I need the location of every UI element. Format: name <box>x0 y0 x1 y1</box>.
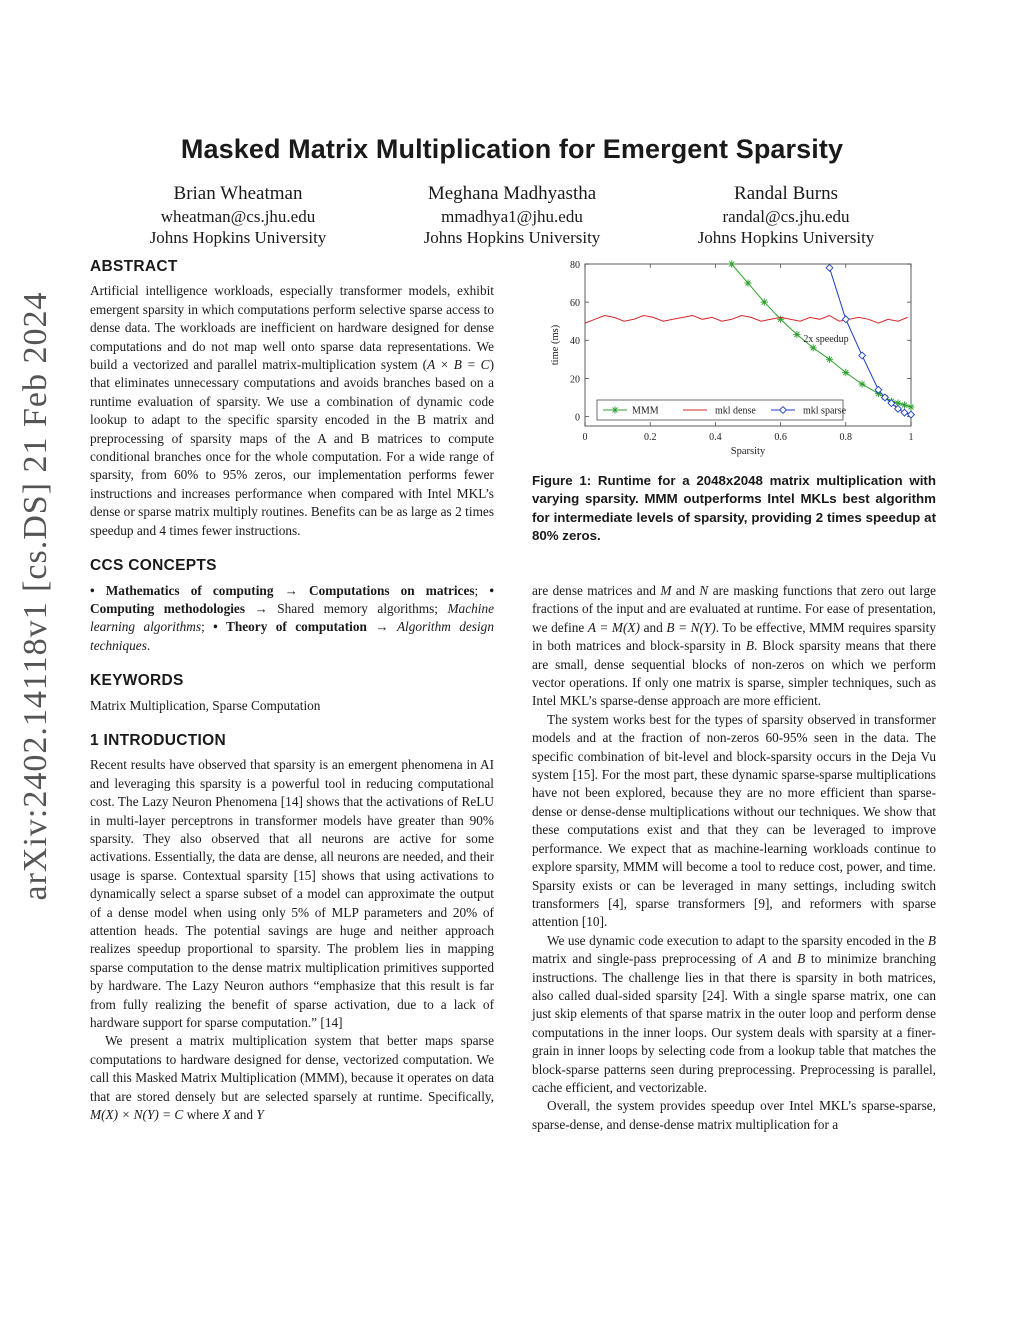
arxiv-identifier: arXiv:2402.14118v1 [cs.DS] 21 Feb 2024 <box>17 291 54 901</box>
y-tick-label: 0 <box>575 412 580 424</box>
x-tick-label: 0 <box>582 432 588 443</box>
data-point-mmm <box>793 331 800 338</box>
keywords-heading: KEYWORDS <box>90 672 184 690</box>
chart-annotation: 2x speedup <box>803 334 849 346</box>
figure-caption: Figure 1: Runtime for a 2048x2048 matrix multiplication with varying sparsity. MMM outperforms Intel MKLs best algorithm for intermediate levels of sparsity, providing 2 times speedup at 80% zeros. <box>532 473 936 543</box>
y-tick-label: 40 <box>570 336 580 348</box>
abstract-heading: ABSTRACT <box>90 258 178 275</box>
author-block-3 <box>636 182 936 248</box>
left-column <box>90 258 494 1124</box>
data-point-mkl-sparse <box>908 411 915 418</box>
data-point-mmm <box>907 403 914 410</box>
x-axis-label: Sparsity <box>730 446 766 457</box>
data-point-mmm <box>901 401 908 408</box>
series-line-mkl-dense <box>585 316 908 324</box>
author-affiliation: Johns Hopkins University <box>697 228 875 247</box>
y-tick-label: 60 <box>570 298 580 310</box>
y-axis-label: time (ms) <box>550 324 561 366</box>
data-point-mmm <box>859 380 866 387</box>
keywords-text: Matrix Multiplication, Sparse Computation <box>90 697 321 713</box>
data-point-mmm <box>744 279 751 286</box>
x-tick-label: 0.4 <box>709 432 722 443</box>
right-column <box>532 582 936 1134</box>
author-email: wheatman@cs.jhu.edu <box>160 207 316 226</box>
paper-title: Masked Matrix Multiplication for Emergent Sparsity <box>180 134 844 164</box>
data-point-mmm <box>777 316 784 323</box>
runtime-chart <box>540 252 940 462</box>
y-tick-label: 20 <box>570 374 580 386</box>
x-tick-label: 0.8 <box>839 432 853 443</box>
ccs-text: • Mathematics of computing → Computations on matrices; • Computing methodologies → Shared memory algorithms; Machine learning algorithms; • Theory of computation → Algorithm design techniques. <box>90 582 494 653</box>
right-paragraph-4: Overall, the system provides speedup over Intel MKL’s sparse-sparse, sparse-dense, and dense-dense matrix multiplication for a <box>532 1098 936 1132</box>
legend-label: mkl dense <box>715 405 756 417</box>
right-paragraph-1: are dense matrices and M and N are masking functions that zero out large fractions of the input and are evaluated at runtime. For ease of presentation, we define A = M(X) and B = N(Y). To be effective, MMM requires sparsity in both matrices and block-sparsity in B. Block sparsity means that there are small, dense sequential blocks of non-zeros on which we perform vector operations. If only one matrix is sparse, simpler techniques, such as Intel MKL’s sparse-dense approach are more efficient. <box>532 583 936 709</box>
data-point-mkl-sparse <box>842 316 849 323</box>
data-point-mmm <box>826 356 833 363</box>
x-tick-label: 1 <box>908 432 914 443</box>
right-paragraph-3: We use dynamic code execution to adapt to the sparsity encoded in the B matrix and single-pass preprocessing of A and B to minimize branching instructions. The challenge lies in that there is sparsity in both matrices, also called dual-sided sparsity [24]. With a single sparse matrix, one can just skip elements of that sparse matrix in the outer loop and perform dense computations in the inner loops. Our system deals with sparsity at a finer-grain in inner loops by selecting code from a lookup table that matches the block-sparse patterns seen during preprocessing. Preprocessing is parallel, cache efficient, and vectorizable. <box>532 932 936 1095</box>
author-block-2 <box>362 182 662 248</box>
author-affiliation: Johns Hopkins University <box>423 228 601 247</box>
data-point-mmm <box>842 369 849 376</box>
author-name: Randal Burns <box>734 183 838 204</box>
author-email: randal@cs.jhu.edu <box>722 207 850 226</box>
data-point-mkl-sparse <box>859 352 866 359</box>
data-point-mmm <box>761 299 768 306</box>
introduction-heading: 1 INTRODUCTION <box>90 731 226 749</box>
intro-paragraph-1: Recent results have observed that sparsity is an emergent phenomena in AI and leveraging this sparsity is a powerful tool in reducing computational cost. The Lazy Neuron Phenomena [14] shows that the activations of ReLU in multi-layer perceptrons in transformer models have greater than 90% sparsity. They also observed that all neurons are active for some activations. Essentially, the data are dense, all neurons are needed, and their usage is sparse. Contextual sparsity [15] shows that using activations to dynamically select a sparse subset of a model can approximate the output of a dense model when using only 5% of MLP parameters and 20% of attention heads. The potential savings are huge and neither approach realizes speedup proportional to sparsity. The problem lies in mapping sparse computation to the dense matrix multiplication primitives supported by hardware. The Lazy Neuron authors “emphasize that this result is far from fully realizing the benefit of sparse activation, due to a lack of hardware support for sparse computation.” [14] <box>90 757 494 1031</box>
x-tick-label: 0.2 <box>643 432 657 443</box>
legend-marker <box>611 406 618 413</box>
legend-label: MMM <box>632 405 659 417</box>
data-point-mkl-sparse <box>901 409 908 416</box>
author-name: Meghana Madhyastha <box>427 183 597 204</box>
ccs-heading: CCS CONCEPTS <box>90 557 217 575</box>
author-name: Brian Wheatman <box>173 183 303 204</box>
abstract-text: Artificial intelligence workloads, especially transformer models, exhibit emergent sparsity in which computations perform selective sparse access to dense data. The workloads are inefficient on hardware designed for dense computations and do not map well onto sparse data representations. We build a vectorized and parallel matrix-multiplication system (A × B = C) that eliminates unnecessary computations and avoids branches based on a runtime evaluation of sparsity. We use a combination of dynamic code lookup to adapt to the specific sparsity encoded in the B matrix and preprocessing of sparsity maps of the A and B matrices to compute conditional branches once for the whole computation. For a wide range of sparsity, from 60% to 95% zeros, our implementation performs fewer instructions and increases performance when compared with Intel MKL’s dense or sparse matrix multiply routines. Benefits can be as large as 2 times speedup and 4 times fewer instructions. <box>90 283 494 538</box>
author-email: mmadhya1@jhu.edu <box>441 207 583 226</box>
legend-label: mkl sparse <box>803 405 847 417</box>
author-affiliation: Johns Hopkins University <box>149 228 327 247</box>
data-point-mkl-sparse <box>826 264 833 271</box>
author-block-1 <box>88 182 388 248</box>
y-tick-label: 80 <box>570 260 580 271</box>
intro-paragraph-2: We present a matrix multiplication system that better maps sparse computations to hardware designed for dense, vectorized computation. We call this Masked Matrix Multiplication (MMM), because it operates on data that are stored densely but are selected sparsely at runtime. Specifically, M(X) × N(Y) = C where X and Y <box>90 1033 494 1123</box>
x-tick-label: 0.6 <box>774 432 787 443</box>
data-point-mmm <box>728 260 735 267</box>
right-paragraph-2: The system works best for the types of sparsity observed in transformer models and at the fraction of non-zeros 60-95% seen in the data. The specific combination of bit-level and block-sparsity occurs in the Deja Vu system [15]. For the most part, these dynamic sparse-sparse multiplications have not been explored, because they are no more efficient than sparse-dense or dense-dense multiplications without our techniques. We show that these computations exist and that they can be leveraged to improve performance. We expect that as machine-learning workloads continue to explore sparsity, MMM will become a tool to reduce cost, power, and time. Sparsity exists or can be leveraged in many settings, including switch transformers [4], sparse transformers [9], and reformers with sparse attention [10]. <box>532 711 936 930</box>
